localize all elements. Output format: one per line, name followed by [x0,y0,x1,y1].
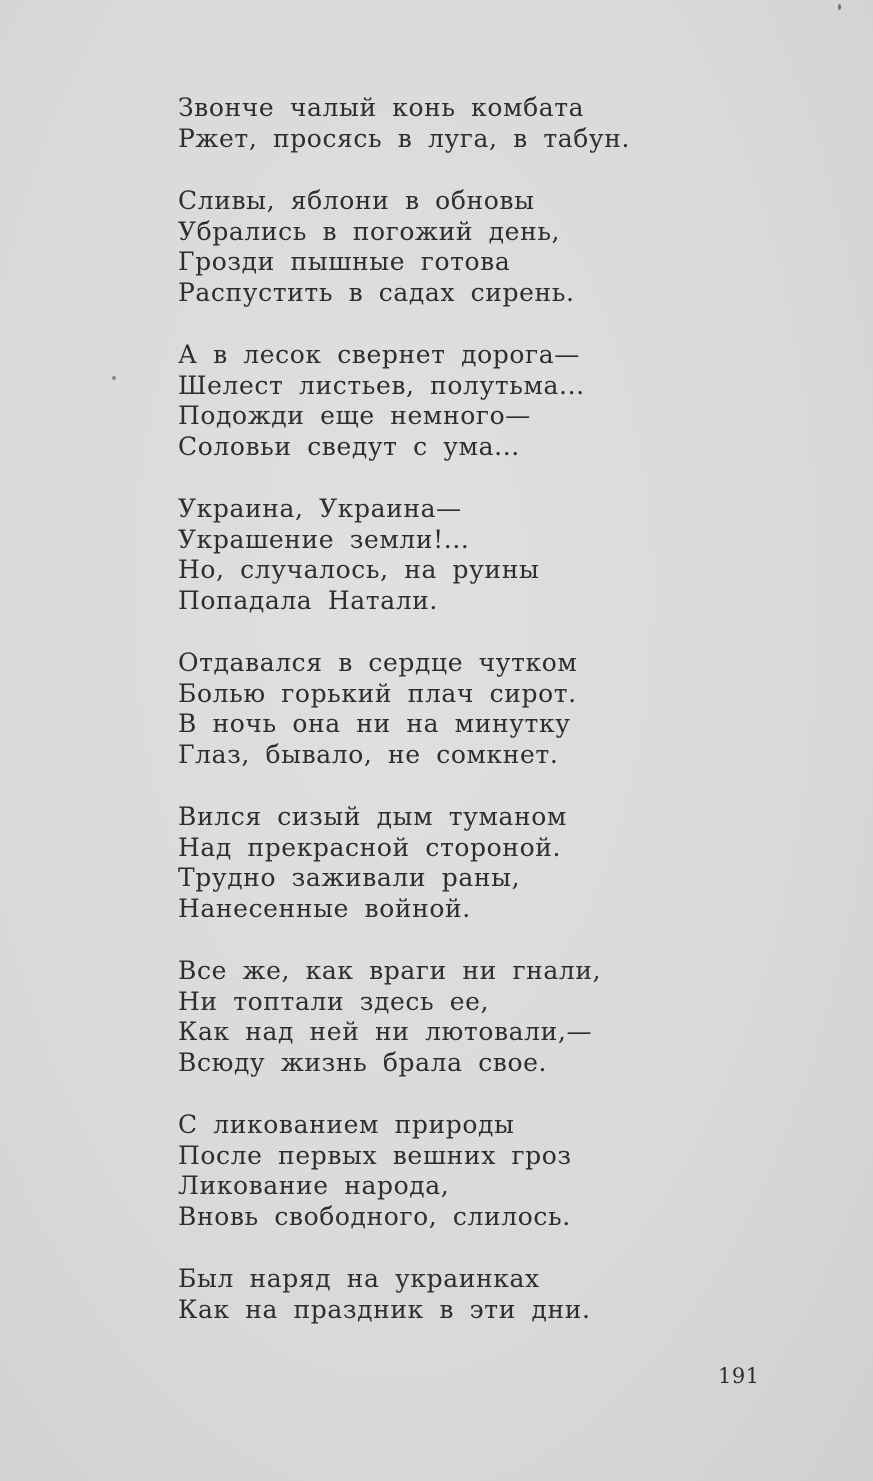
poem-line: Звонче чалый конь комбата [178,93,585,122]
stanza-4 [178,494,698,616]
poem-line: Нанесенные войной. [178,893,471,923]
poem-line: Грозди пышные готова [178,247,511,276]
poem-line: Был наряд на украинках [178,1264,540,1293]
poem-line: Соловьи сведут с ума... [178,431,520,461]
poem-line: С ликованием природы [178,1110,515,1139]
poem-line: А в лесок свернет дорога— [178,340,580,369]
poem-line: Вился сизый дым туманом [178,802,567,831]
poem-line: Трудно заживали раны, [178,863,521,892]
page-number: 191 [718,1364,760,1388]
poem-line: Ржет, просясь в луга, в табун. [178,123,631,153]
poem-line: Все же, как враги ни гнали, [178,956,602,985]
poem-line: Болью горький плач сирот. [178,678,577,708]
poem-line: Распустить в садах сирень. [178,277,575,307]
stanza-7 [178,956,698,1078]
stanza-2 [178,186,698,308]
poem-text [178,93,698,1357]
poem-line: Сливы, яблони в обновы [178,186,535,215]
poem-line: Но, случалось, на руины [178,555,540,584]
poem-line: Ни топтали здесь ее, [178,986,490,1016]
stanza-1 [178,93,698,154]
poem-line: Шелест листьев, полутьма... [178,370,585,400]
poem-line: Как над ней ни лютовали,— [178,1017,593,1046]
stanza-3 [178,340,698,462]
poem-line: В ночь она ни на минутку [178,709,571,738]
poem-line: Подожди еще немного— [178,401,531,430]
poem-line: Вновь свободного, слилось. [178,1201,571,1231]
poem-line: Всюду жизнь брала свое. [178,1047,548,1077]
poem-line: Попадала Натали. [178,585,438,615]
print-speck [838,4,841,10]
poem-line: После первых вешних гроз [178,1140,572,1170]
poem-line: Над прекрасной стороной. [178,832,562,862]
stanza-8 [178,1110,698,1232]
stanza-5 [178,648,698,770]
print-speck [112,376,116,380]
poem-line: Глаз, бывало, не сомкнет. [178,739,559,769]
poem-line: Ликование народа, [178,1171,450,1200]
poem-line: Украшение земли!... [178,524,470,554]
poem-line: Отдавался в сердце чутком [178,648,578,677]
stanza-6 [178,802,698,924]
poem-line: Убрались в погожий день, [178,216,561,246]
poem-line: Как на праздник в эти дни. [178,1294,591,1324]
poem-line: Украина, Украина— [178,494,462,523]
stanza-9 [178,1264,698,1325]
